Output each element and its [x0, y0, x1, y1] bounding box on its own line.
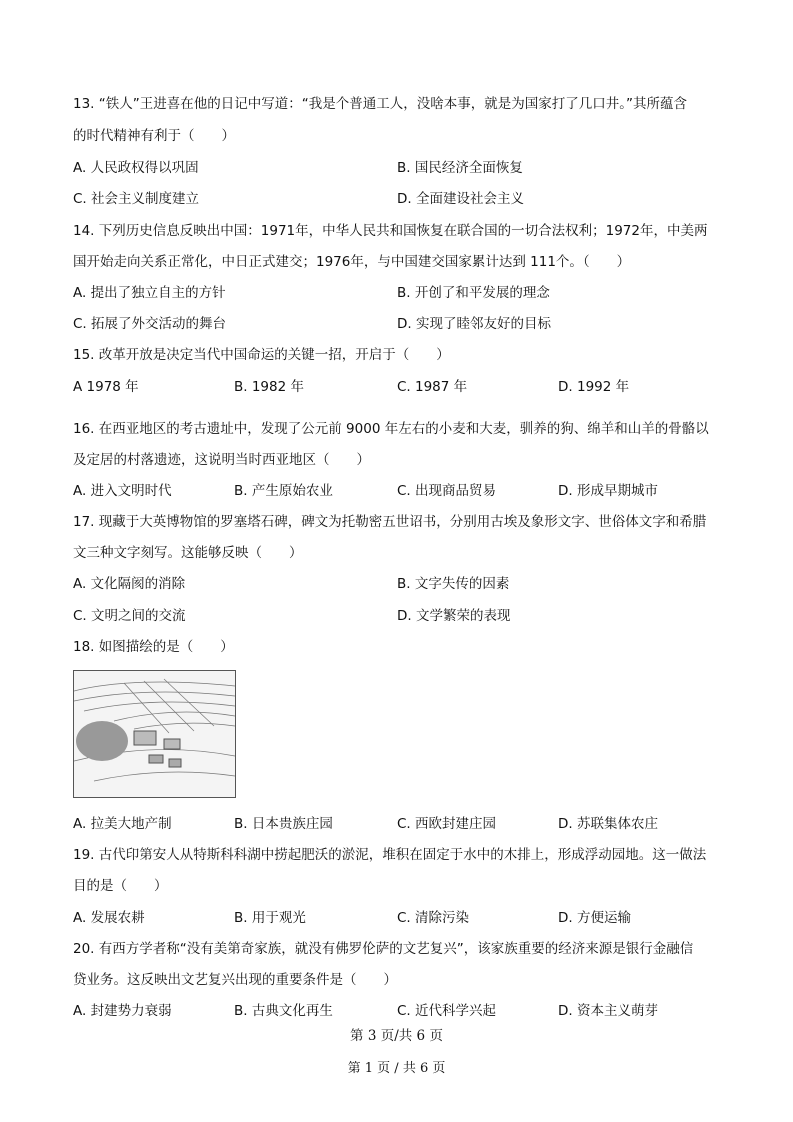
inner-page-number: 第 3 页/共 6 页 — [350, 1028, 443, 1044]
q17-option-a: A. 文化隔阂的消除 — [73, 576, 186, 592]
q20-option-d: D. 资本主义萌芽 — [558, 1003, 658, 1019]
q16-option-d: D. 形成早期城市 — [558, 483, 658, 499]
question-15-text: 15. 改革开放是决定当代中国命运的关键一招，开启于（ ） — [73, 347, 450, 363]
q16-option-b: B. 产生原始农业 — [234, 483, 333, 499]
question-19-text: 19. 古代印第安人从特斯科科湖中捞起肥沃的淤泥，堆积在固定于水中的木排上，形成浮动园地。这一做法 — [73, 847, 707, 863]
q18-option-c: C. 西欧封建庄园 — [397, 816, 497, 832]
q20-option-a: A. 封建势力衰弱 — [73, 1003, 172, 1019]
q16-option-c: C. 出现商品贸易 — [397, 483, 497, 499]
q15-option-b: B. 1982 年 — [234, 379, 304, 395]
q13-option-b: B. 国民经济全面恢复 — [397, 160, 523, 176]
q20-option-c: C. 近代科学兴起 — [397, 1003, 497, 1019]
question-17-text: 17. 现藏于大英博物馆的罗塞塔石碑，碑文为托勒密五世诏书，分别用古埃及象形文字、世俗体文字和希腊 — [73, 514, 707, 530]
question-16-text-cont: 及定居的村落遗迹，这说明当时西亚地区（ ） — [73, 452, 370, 468]
question-13-text: 13. “铁人”王进喜在他的日记中写道：“我是个普通工人，没啥本事，就是为国家打了几口井。”其所蕴含 — [73, 96, 687, 112]
q17-option-d: D. 文学繁荣的表现 — [397, 608, 511, 624]
q19-option-c: C. 清除污染 — [397, 910, 470, 926]
q15-option-c: C. 1987 年 — [397, 379, 468, 395]
question-18-text: 18. 如图描绘的是（ ） — [73, 639, 234, 655]
q13-option-a: A. 人民政权得以巩固 — [73, 160, 199, 176]
q17-option-c: C. 文明之间的交流 — [73, 608, 186, 624]
question-16-text: 16. 在西亚地区的考古遗址中，发现了公元前 9000 年左右的小麦和大麦，驯养的狗、绵羊和山羊的骨骼以 — [73, 421, 709, 437]
q19-option-a: A. 发展农耕 — [73, 910, 145, 926]
q14-option-a: A. 提出了独立自主的方针 — [73, 285, 226, 301]
q19-option-d: D. 方便运输 — [558, 910, 631, 926]
manor-illustration — [73, 670, 236, 798]
q17-option-b: B. 文字失传的因素 — [397, 576, 510, 592]
q20-option-b: B. 古典文化再生 — [234, 1003, 333, 1019]
q16-option-a: A. 进入文明时代 — [73, 483, 172, 499]
question-17-text-cont: 文三种文字刻写。这能够反映（ ） — [73, 545, 303, 561]
question-13-text-cont: 的时代精神有利于（ ） — [73, 128, 235, 144]
question-14-text-cont: 国开始走向关系正常化，中日正式建交；1976年，与中国建交国家累计达到 111个。（ ） — [73, 254, 631, 270]
question-20-text: 20. 有西方学者称“没有美第奇家族，就没有佛罗伦萨的文艺复兴”，该家族重要的经济来源是银行金融信 — [73, 941, 694, 957]
q15-option-d: D. 1992 年 — [558, 379, 630, 395]
q18-option-a: A. 拉美大地产制 — [73, 816, 172, 832]
question-20-text-cont: 贷业务。这反映出文艺复兴出现的重要条件是（ ） — [73, 972, 397, 988]
question-14-text: 14. 下列历史信息反映出中国：1971年，中华人民共和国恢复在联合国的一切合法权利；1972年，中美两 — [73, 223, 708, 239]
q14-option-c: C. 拓展了外交活动的舞台 — [73, 316, 227, 332]
q18-option-d: D. 苏联集体农庄 — [558, 816, 658, 832]
question-19-text-cont: 目的是（ ） — [73, 878, 168, 894]
q18-option-b: B. 日本贵族庄园 — [234, 816, 333, 832]
q14-option-d: D. 实现了睦邻友好的目标 — [397, 316, 551, 332]
q13-option-c: C. 社会主义制度建立 — [73, 191, 200, 207]
q15-option-a: A 1978 年 — [73, 379, 139, 395]
outer-page-number: 第 1 页 / 共 6 页 — [347, 1061, 446, 1076]
q19-option-b: B. 用于观光 — [234, 910, 306, 926]
q13-option-d: D. 全面建设社会主义 — [397, 191, 524, 207]
q14-option-b: B. 开创了和平发展的理念 — [397, 285, 550, 301]
